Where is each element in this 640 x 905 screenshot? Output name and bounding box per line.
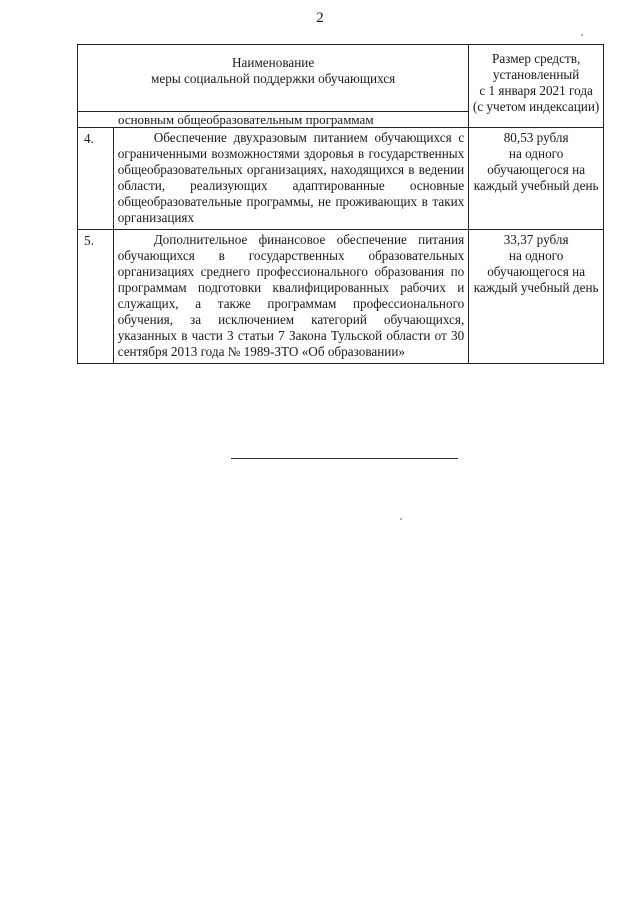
row-amount-line: 33,37 рубля (503, 232, 569, 247)
scan-speck (400, 518, 402, 520)
closing-divider (231, 458, 458, 459)
header-amount-line: (с учетом индексации) (472, 99, 600, 114)
header-amount-line: установленный (492, 67, 580, 82)
header-name-line: меры социальной поддержки обучающихся (151, 71, 396, 86)
row-amount (469, 230, 604, 364)
header-amount-line: с 1 января 2021 года (479, 83, 593, 98)
table-row (78, 128, 604, 230)
row-number: 5. (78, 230, 114, 364)
table-row (78, 230, 604, 364)
row-amount (469, 128, 604, 230)
row-description-text: Обеспечение двухразовым питанием обучающихся с ограниченными возможностями здоровья в государственных общеобразовательных организациях, находящихся в ведении области, реализующих адаптированные основные общеобразовательные программы, не проживающих в таких организациях (117, 130, 465, 225)
page-number: 2 (316, 10, 324, 26)
header-name-line: Наименование (232, 55, 315, 70)
scan-speck (581, 34, 583, 36)
header-amount-line: Размер средств, (491, 51, 581, 66)
row-amount-line: обучающегося на (487, 264, 586, 279)
header-amount (469, 45, 604, 128)
support-measures-table (77, 44, 604, 364)
continuation-text: основным общеобразовательным программам (78, 112, 469, 128)
row-amount-line: обучающегося на (487, 162, 586, 177)
row-description-text: Дополнительное финансовое обеспечение питания обучающихся в государственных образовательных организациях среднего профессионального образования по программам подготовки квалифицированных рабочих и служащих, а также программам профессионального обучения, за исключением категорий обучающихся, указанных в части 3 статьи 7 Закона Тульской области от 30 сентября 2013 года № 1989-ЗТО «Об образовании» (117, 232, 465, 359)
row-number: 4. (78, 128, 114, 230)
header-measure-name (78, 45, 469, 112)
row-amount-line: на одного (508, 248, 564, 263)
row-amount-line: на одного (508, 146, 564, 161)
row-description (113, 230, 469, 364)
row-amount-line: каждый учебный день (473, 280, 599, 295)
table-header-row (78, 45, 604, 112)
row-description (113, 128, 469, 230)
row-amount-line: 80,53 рубля (503, 130, 569, 145)
row-amount-line: каждый учебный день (473, 178, 599, 193)
